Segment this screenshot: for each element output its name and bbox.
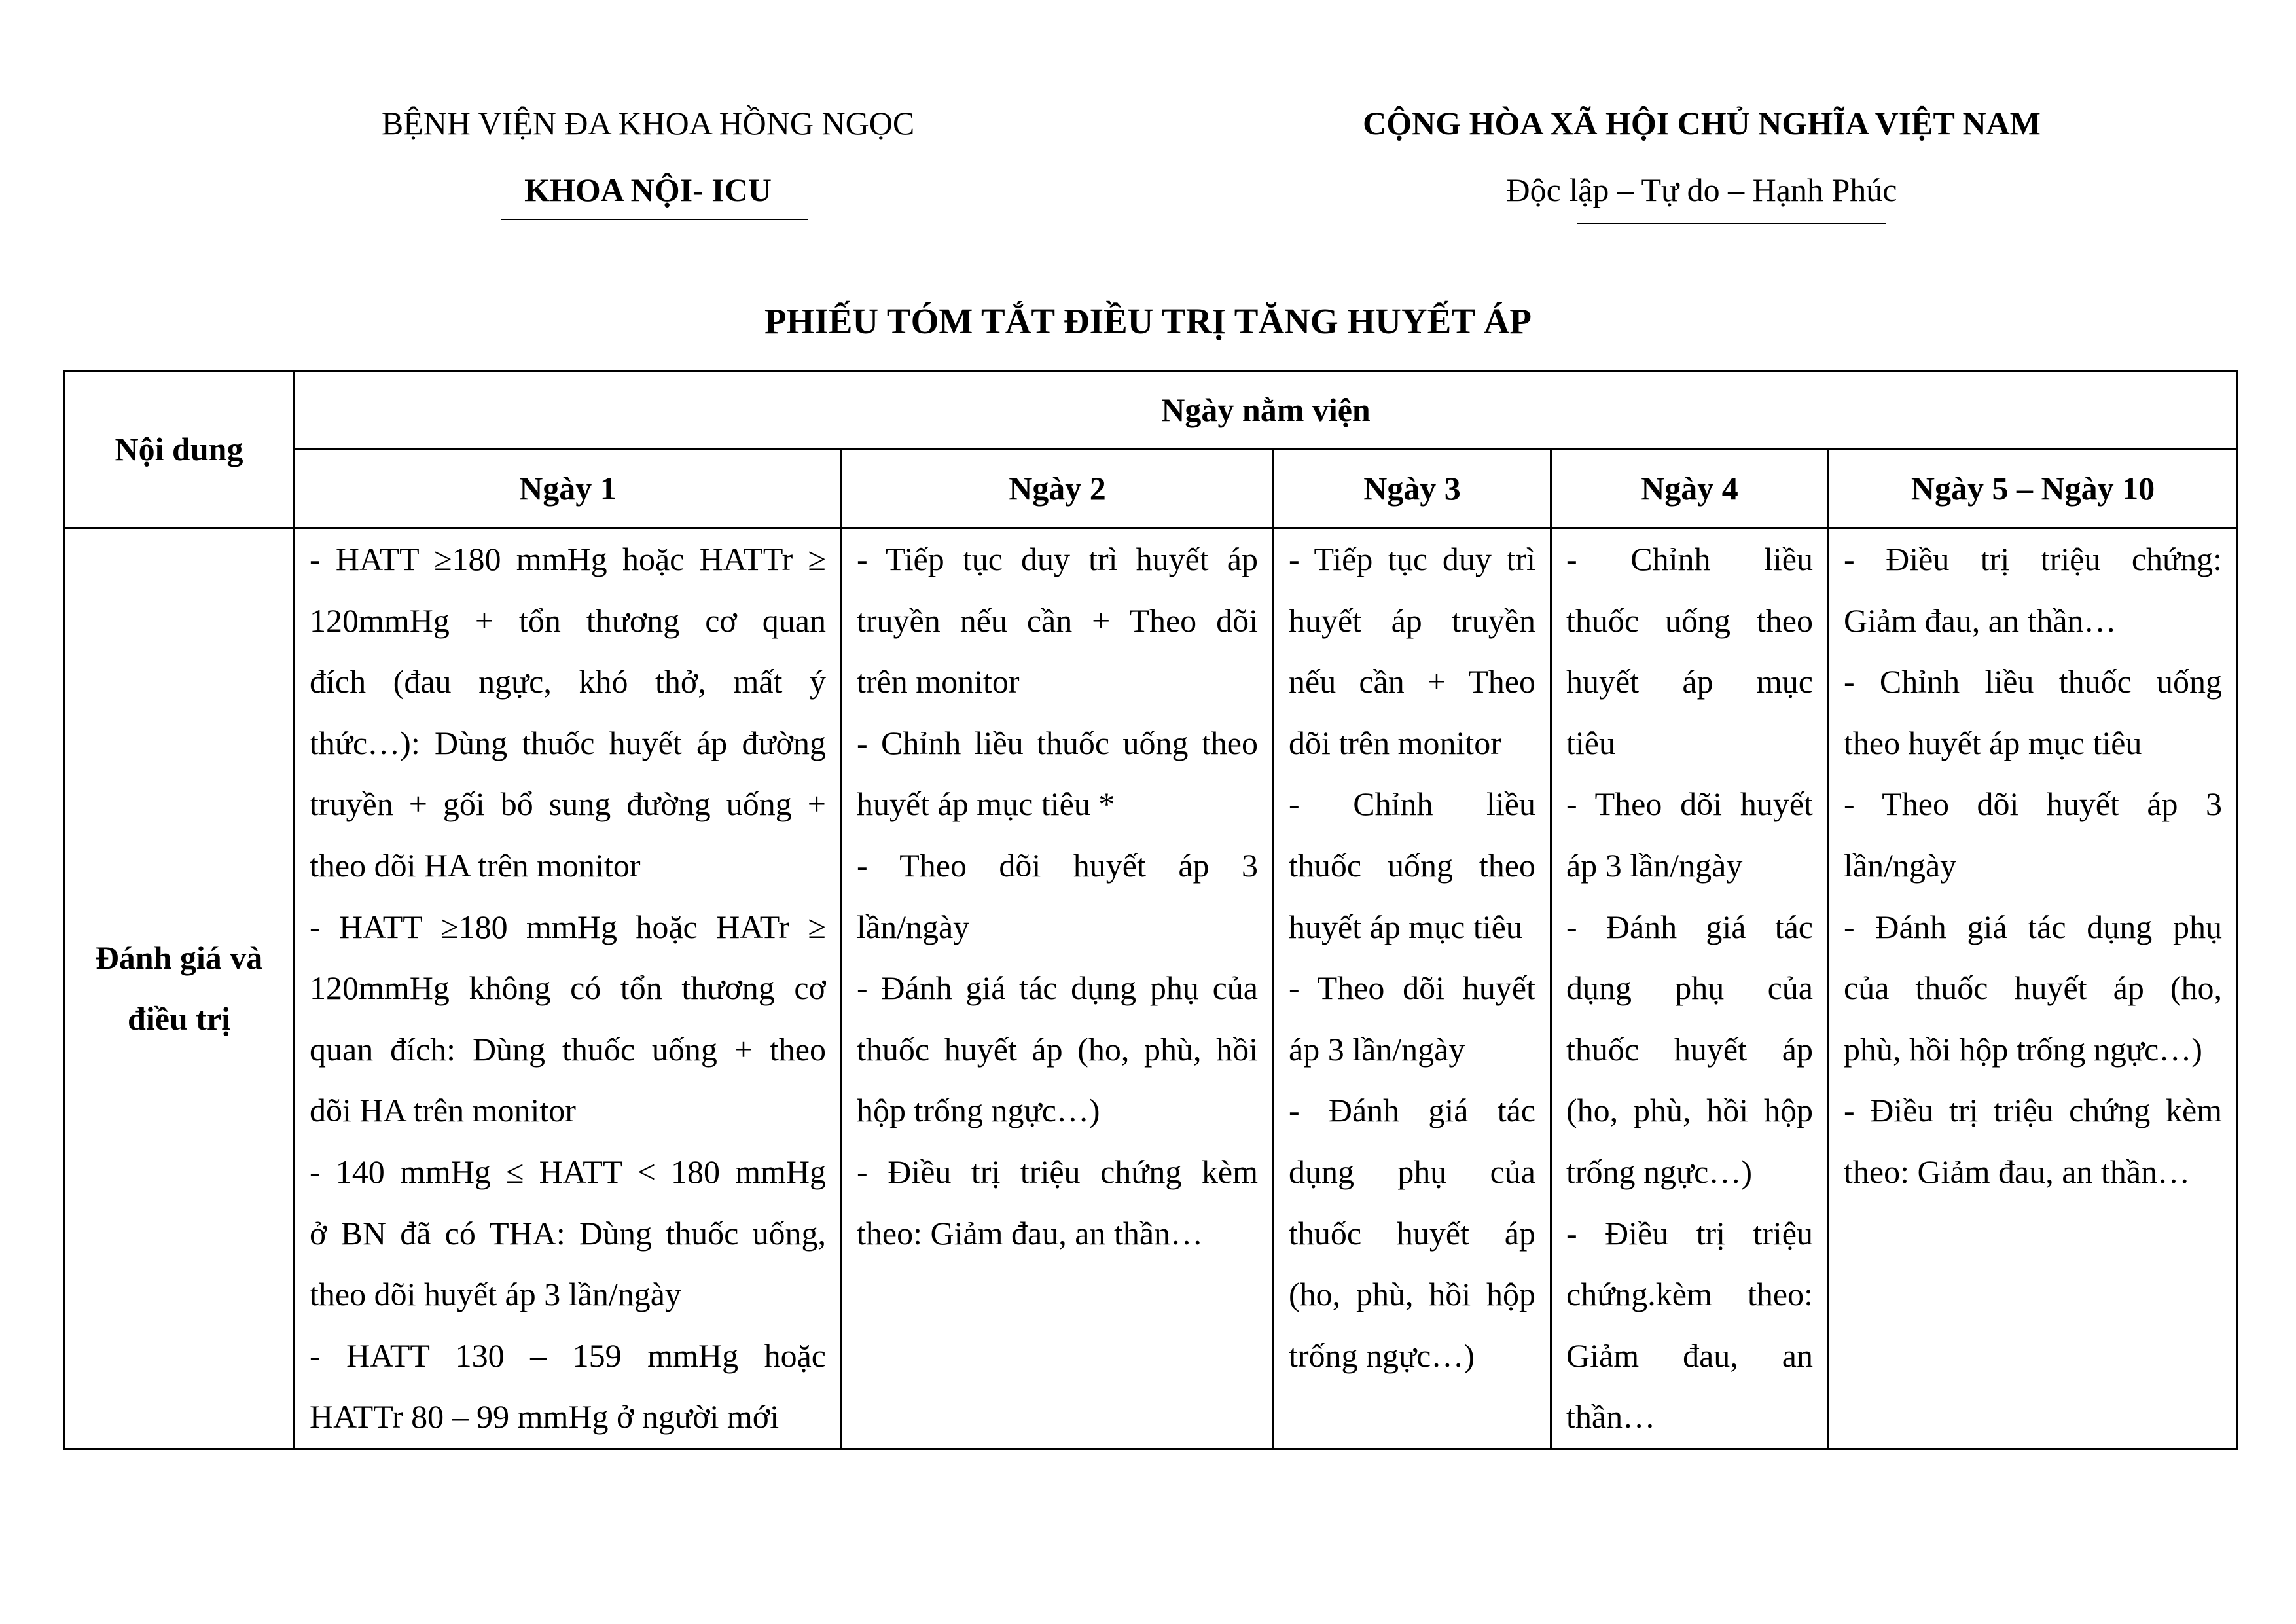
cell-text-line: thuốc huyết áp (ho, phù, hồi bbox=[857, 1030, 1258, 1068]
cell-text-line: Giảm đau, an thần… bbox=[1844, 602, 2117, 639]
cell-text-line: - Đánh giá tác dụng phụ của bbox=[857, 969, 1258, 1007]
cell-day-5-10 bbox=[1829, 528, 2238, 1449]
cell-text-line: thuốc huyết áp bbox=[1566, 1030, 1813, 1068]
cell-text-line: truyền + gối bổ sung đường uống + bbox=[310, 785, 826, 823]
cell-text-line: - Điều trị triệu chứng kèm bbox=[857, 1153, 1258, 1190]
cell-text-line: - Chỉnh liều bbox=[1289, 785, 1535, 823]
cell-text-line: - Đánh giá tác bbox=[1566, 908, 1813, 945]
cell-text-line: trống ngực…) bbox=[1566, 1153, 1752, 1190]
cell-text-line: - Theo dõi huyết bbox=[1566, 785, 1813, 823]
cell-text-line: - Đánh giá tác bbox=[1289, 1092, 1535, 1129]
nation-name: CỘNG HÒA XÃ HỘI CHỦ NGHĨA VIỆT NAM bbox=[1363, 105, 2041, 141]
row-label-line: điều trị bbox=[128, 1000, 230, 1037]
cell-text-line: tiêu bbox=[1566, 724, 1615, 761]
cell-text-line: hộp trống ngực…) bbox=[857, 1092, 1100, 1129]
cell-text-line: - Tiếp tục duy trì bbox=[1289, 541, 1535, 577]
motto-underline bbox=[1577, 223, 1886, 224]
cell-text-line: phù, hồi hộp trống ngực…) bbox=[1844, 1030, 2202, 1068]
day-header-3: Ngày 3 bbox=[1274, 450, 1551, 528]
cell-text-line: Giảm đau, an bbox=[1566, 1337, 1813, 1374]
cell-text-line: thần… bbox=[1566, 1398, 1656, 1435]
cell-text-line: - HATT ≥180 mmHg hoặc HATTr ≥ bbox=[310, 541, 826, 577]
cell-text-line: - Tiếp tục duy trì huyết áp bbox=[857, 541, 1258, 577]
cell-text-line: (ho, phù, hồi hộp bbox=[1289, 1276, 1535, 1313]
cell-text-line: đích (đau ngực, khó thở, mất ý bbox=[310, 663, 826, 700]
cell-text-line: huyết áp mục tiêu * bbox=[857, 785, 1115, 823]
cell-text-line: dõi HA trên monitor bbox=[310, 1092, 576, 1129]
treatment-summary-table bbox=[63, 370, 2238, 1450]
cell-text-line: - 140 mmHg ≤ HATT < 180 mmHg bbox=[310, 1153, 826, 1190]
cell-text-line: theo: Giảm đau, an thần… bbox=[1844, 1153, 2191, 1190]
cell-text-line: áp 3 lần/ngày bbox=[1289, 1030, 1465, 1068]
cell-text-line: theo huyết áp mục tiêu bbox=[1844, 724, 2142, 761]
cell-text-line: huyết áp truyền bbox=[1289, 602, 1535, 639]
cell-text-line: - Điều trị triệu bbox=[1566, 1214, 1813, 1252]
national-motto: Độc lập – Tự do – Hạnh Phúc bbox=[1506, 171, 1897, 208]
cell-text-line: thuốc uống theo bbox=[1566, 602, 1813, 639]
cell-text-line: nếu cần + Theo bbox=[1289, 663, 1535, 700]
cell-text-line: - HATT 130 – 159 mmHg hoặc bbox=[310, 1337, 826, 1374]
day-header-5-10: Ngày 5 – Ngày 10 bbox=[1829, 450, 2238, 528]
cell-text-line: - Theo dõi huyết áp 3 bbox=[1844, 785, 2223, 823]
cell-text-line: dụng phụ của bbox=[1289, 1153, 1535, 1190]
cell-text-line: quan đích: Dùng thuốc uống + theo bbox=[310, 1030, 826, 1068]
content-column-header: Nội dung bbox=[64, 371, 295, 528]
cell-text-line: của thuốc huyết áp (ho, bbox=[1844, 969, 2223, 1007]
hospital-name: BỆNH VIỆN ĐA KHOA HỒNG NGỌC bbox=[381, 105, 915, 141]
cell-text-line: ở BN đã có THA: Dùng thuốc uống, bbox=[310, 1214, 826, 1252]
day-header-1: Ngày 1 bbox=[295, 450, 842, 528]
cell-text-line: huyết áp mục bbox=[1566, 663, 1813, 700]
cell-day-1 bbox=[295, 528, 842, 1449]
cell-text-line: - Theo dõi huyết áp 3 bbox=[857, 846, 1258, 884]
cell-text-line: - HATT ≥180 mmHg hoặc HATr ≥ bbox=[310, 908, 826, 945]
cell-text-line: theo dõi HA trên monitor bbox=[310, 846, 641, 884]
cell-day-3 bbox=[1274, 528, 1551, 1449]
cell-text-line: 120mmHg + tổn thương cơ quan bbox=[310, 602, 826, 639]
cell-day-4 bbox=[1551, 528, 1829, 1449]
cell-text-line: lần/ngày bbox=[857, 908, 970, 945]
cell-text-line: chứng.kèm theo: bbox=[1566, 1276, 1813, 1313]
cell-text-line: - Điều trị triệu chứng kèm bbox=[1844, 1092, 2223, 1129]
document-title: PHIẾU TÓM TẮT ĐIỀU TRỊ TĂNG HUYẾT ÁP bbox=[764, 301, 1532, 341]
cell-text-line: thuốc uống theo bbox=[1289, 846, 1535, 884]
hospital-days-header: Ngày nằm viện bbox=[295, 371, 2238, 450]
cell-text-line: trống ngực…) bbox=[1289, 1337, 1475, 1374]
cell-text-line: - Chỉnh liều bbox=[1566, 541, 1813, 577]
cell-text-line: theo dõi huyết áp 3 lần/ngày bbox=[310, 1276, 681, 1313]
cell-text-line: - Điều trị triệu chứng: bbox=[1844, 541, 2223, 577]
cell-text-line: thuốc huyết áp bbox=[1289, 1214, 1535, 1252]
cell-text-line: huyết áp mục tiêu bbox=[1289, 908, 1522, 945]
cell-text-line: truyền nếu cần + Theo dõi bbox=[857, 602, 1258, 639]
cell-text-line: trên monitor bbox=[857, 663, 1020, 700]
cell-text-line: (ho, phù, hồi hộp bbox=[1566, 1092, 1813, 1129]
day-header-4: Ngày 4 bbox=[1551, 450, 1829, 528]
department-name: KHOA NỘI- ICU bbox=[524, 171, 772, 208]
cell-text-line: HATTr 80 – 99 mmHg ở người mới bbox=[310, 1398, 780, 1435]
cell-text-line: - Theo dõi huyết bbox=[1289, 969, 1535, 1007]
cell-text-line: - Chỉnh liều thuốc uống theo bbox=[857, 724, 1258, 761]
cell-text-line: lần/ngày bbox=[1844, 846, 1957, 884]
cell-text-line: áp 3 lần/ngày bbox=[1566, 846, 1743, 884]
day-header-2: Ngày 2 bbox=[842, 450, 1274, 528]
cell-text-line: dụng phụ của bbox=[1566, 969, 1813, 1007]
cell-text-line: - Đánh giá tác dụng phụ bbox=[1844, 908, 2223, 945]
cell-text-line: - Chỉnh liều thuốc uống bbox=[1844, 663, 2223, 700]
row-label-assessment-treatment bbox=[64, 528, 295, 1449]
cell-text-line: theo: Giảm đau, an thần… bbox=[857, 1214, 1204, 1252]
cell-text-line: thức…): Dùng thuốc huyết áp đường bbox=[310, 724, 826, 761]
cell-day-2 bbox=[842, 528, 1274, 1449]
department-underline bbox=[501, 219, 808, 220]
cell-text-line: dõi trên monitor bbox=[1289, 724, 1501, 761]
cell-text-line: 120mmHg không có tổn thương cơ bbox=[310, 969, 826, 1007]
row-label-line: Đánh giá và bbox=[95, 939, 263, 976]
